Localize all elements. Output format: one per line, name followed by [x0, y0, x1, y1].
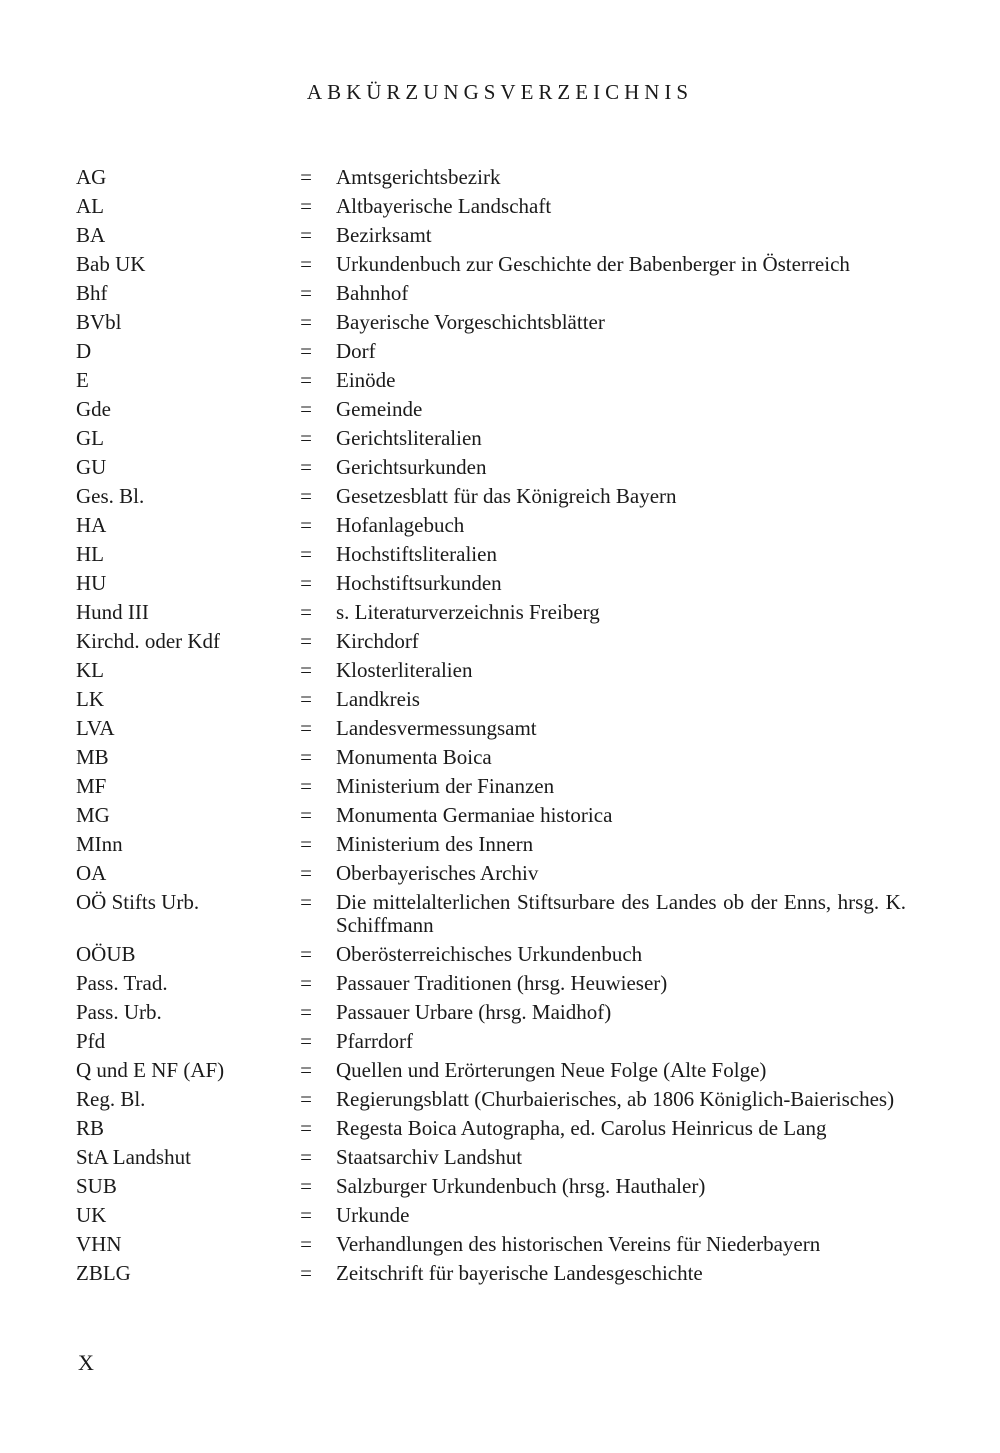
- abbreviation-entry: [76, 969, 906, 998]
- abbreviation: AL: [76, 194, 104, 218]
- equals-sign: =: [300, 1000, 312, 1024]
- equals-sign: =: [300, 1232, 312, 1256]
- abbreviation: AG: [76, 165, 107, 189]
- equals-sign: =: [300, 571, 312, 595]
- equals-sign: =: [300, 484, 312, 508]
- abbreviation: Hund III: [76, 600, 149, 624]
- equals-sign: =: [300, 397, 312, 421]
- page-number: X: [78, 1350, 94, 1375]
- abbreviation-list: [76, 163, 906, 1288]
- abbreviation-entry: [76, 772, 906, 801]
- abbreviation-meaning: Gesetzesblatt für das Königreich Bayern: [336, 484, 677, 508]
- abbreviation-entry: [76, 221, 906, 250]
- equals-sign: =: [300, 194, 312, 218]
- abbreviation-entry: [76, 250, 906, 279]
- equals-sign: =: [300, 687, 312, 711]
- equals-sign: =: [300, 774, 312, 798]
- abbreviation-meaning: Passauer Traditionen (hrsg. Heuwieser): [336, 971, 668, 995]
- equals-sign: =: [300, 1116, 312, 1140]
- abbreviation-entry: [76, 714, 906, 743]
- abbreviation-entry: [76, 1085, 906, 1114]
- abbreviation-entry: [76, 279, 906, 308]
- abbreviation-entry: [76, 540, 906, 569]
- abbreviation-entry: [76, 859, 906, 888]
- abbreviation: Bhf: [76, 281, 108, 305]
- equals-sign: =: [300, 658, 312, 682]
- abbreviation: Q und E NF (AF): [76, 1058, 225, 1082]
- abbreviation-meaning: Klosterliteralien: [336, 658, 473, 682]
- abbreviation-meaning: Verhandlungen des historischen Vereins für Niederbayern: [336, 1232, 821, 1256]
- equals-sign: =: [300, 1029, 312, 1053]
- equals-sign: =: [300, 890, 312, 914]
- abbreviation-meaning: Landesvermessungsamt: [336, 716, 537, 740]
- abbreviation-meaning: Regierungsblatt (Churbaierisches, ab 1806 Königlich-Baierisches): [336, 1087, 895, 1111]
- abbreviation: GL: [76, 426, 104, 450]
- abbreviation-meaning: Dorf: [336, 339, 376, 363]
- abbreviation: LK: [76, 687, 104, 711]
- equals-sign: =: [300, 1058, 312, 1082]
- abbreviation-entry: [76, 511, 906, 540]
- equals-sign: =: [300, 832, 312, 856]
- abbreviation-entry: [76, 366, 906, 395]
- abbreviation-meaning: Oberösterreichisches Urkundenbuch: [336, 942, 643, 966]
- abbreviation-entry: [76, 424, 906, 453]
- abbreviation: Pfd: [76, 1029, 106, 1053]
- abbreviation-entry: [76, 1143, 906, 1172]
- abbreviation: HL: [76, 542, 104, 566]
- abbreviation-entry: [76, 685, 906, 714]
- equals-sign: =: [300, 542, 312, 566]
- abbreviation-meaning: Hochstiftsurkunden: [336, 571, 502, 595]
- abbreviation-entry: [76, 888, 906, 940]
- abbreviation-meaning: Zeitschrift für bayerische Landesgeschichte: [336, 1261, 703, 1285]
- abbreviation-meaning: Einöde: [336, 368, 396, 392]
- abbreviation: BVbl: [76, 310, 122, 334]
- equals-sign: =: [300, 1145, 312, 1169]
- abbreviation: KL: [76, 658, 104, 682]
- abbreviation: E: [76, 368, 89, 392]
- abbreviation-entry: [76, 1056, 906, 1085]
- equals-sign: =: [300, 455, 312, 479]
- equals-sign: =: [300, 223, 312, 247]
- abbreviation-entry: [76, 598, 906, 627]
- abbreviation-meaning: Altbayerische Landschaft: [336, 194, 552, 218]
- abbreviation: MG: [76, 803, 110, 827]
- abbreviation-meaning: Gemeinde: [336, 397, 423, 421]
- abbreviation: Bab UK: [76, 252, 146, 276]
- equals-sign: =: [300, 716, 312, 740]
- abbreviation: ZBLG: [76, 1261, 131, 1285]
- abbreviation: SUB: [76, 1174, 117, 1198]
- abbreviation: VHN: [76, 1232, 122, 1256]
- abbreviation-entry: [76, 192, 906, 221]
- equals-sign: =: [300, 803, 312, 827]
- abbreviation-meaning: Pfarrdorf: [336, 1029, 413, 1053]
- abbreviation: D: [76, 339, 92, 363]
- abbreviation-meaning: Bezirksamt: [336, 223, 432, 247]
- abbreviation: Kirchd. oder Kdf: [76, 629, 221, 653]
- abbreviation-entry: [76, 1259, 906, 1288]
- equals-sign: =: [300, 1087, 312, 1111]
- abbreviation-meaning: Bahnhof: [336, 281, 409, 305]
- equals-sign: =: [300, 971, 312, 995]
- equals-sign: =: [300, 942, 312, 966]
- abbreviation: Pass. Trad.: [76, 971, 168, 995]
- abbreviation-meaning: Oberbayerisches Archiv: [336, 861, 539, 885]
- abbreviation-meaning: Ministerium der Finanzen: [336, 774, 555, 798]
- equals-sign: =: [300, 165, 312, 189]
- abbreviation: UK: [76, 1203, 107, 1227]
- abbreviation-meaning: Urkundenbuch zur Geschichte der Babenberger in Österreich: [336, 252, 850, 276]
- abbreviation: MInn: [76, 832, 123, 856]
- abbreviation-entry: [76, 656, 906, 685]
- abbreviation-meaning: Salzburger Urkundenbuch (hrsg. Hauthaler): [336, 1174, 706, 1198]
- abbreviation-entry: [76, 569, 906, 598]
- abbreviation-meaning: Gerichtsurkunden: [336, 455, 487, 479]
- abbreviation: StA Landshut: [76, 1145, 191, 1169]
- equals-sign: =: [300, 600, 312, 624]
- equals-sign: =: [300, 745, 312, 769]
- page-title: ABKÜRZUNGSVERZEICHNIS: [306, 80, 694, 104]
- abbreviation: BA: [76, 223, 106, 247]
- abbreviation-entry: [76, 163, 906, 192]
- abbreviation: HA: [76, 513, 107, 537]
- equals-sign: =: [300, 513, 312, 537]
- abbreviation-entry: [76, 482, 906, 511]
- abbreviation-meaning: Die mittelalterlichen Stiftsurbare des Landes ob der Enns, hrsg. K. Schiffmann: [336, 890, 906, 937]
- equals-sign: =: [300, 861, 312, 885]
- abbreviation: MF: [76, 774, 107, 798]
- equals-sign: =: [300, 368, 312, 392]
- abbreviation: RB: [76, 1116, 105, 1140]
- abbreviation: OÖ Stifts Urb.: [76, 890, 200, 914]
- abbreviation: LVA: [76, 716, 115, 740]
- abbreviation: Reg. Bl.: [76, 1087, 146, 1111]
- abbreviation: Gde: [76, 397, 111, 421]
- equals-sign: =: [300, 252, 312, 276]
- abbreviation-meaning: Kirchdorf: [336, 629, 419, 653]
- equals-sign: =: [300, 339, 312, 363]
- abbreviation: OA: [76, 861, 107, 885]
- abbreviation-entry: [76, 1027, 906, 1056]
- abbreviation-meaning: Monumenta Boica: [336, 745, 492, 769]
- abbreviation: GU: [76, 455, 107, 479]
- abbreviation-entry: [76, 453, 906, 482]
- equals-sign: =: [300, 1261, 312, 1285]
- abbreviation-meaning: Passauer Urbare (hrsg. Maidhof): [336, 1000, 612, 1024]
- abbreviation-entry: [76, 308, 906, 337]
- abbreviation-meaning: Hofanlagebuch: [336, 513, 465, 537]
- abbreviation-entry: [76, 998, 906, 1027]
- abbreviation-entry: [76, 627, 906, 656]
- abbreviation-entry: [76, 1230, 906, 1259]
- abbreviation: HU: [76, 571, 107, 595]
- abbreviation-meaning: Gerichtsliteralien: [336, 426, 482, 450]
- abbreviation-entry: [76, 940, 906, 969]
- equals-sign: =: [300, 281, 312, 305]
- abbreviation-entry: [76, 1201, 906, 1230]
- abbreviation: OÖUB: [76, 942, 136, 966]
- abbreviation-entry: [76, 801, 906, 830]
- abbreviation-meaning: Ministerium des Innern: [336, 832, 534, 856]
- abbreviation: Pass. Urb.: [76, 1000, 162, 1024]
- abbreviation-entry: [76, 337, 906, 366]
- abbreviation-entry: [76, 830, 906, 859]
- abbreviation-meaning: Staatsarchiv Landshut: [336, 1145, 523, 1169]
- abbreviation-meaning: Landkreis: [336, 687, 420, 711]
- equals-sign: =: [300, 1174, 312, 1198]
- abbreviation-meaning: Urkunde: [336, 1203, 410, 1227]
- abbreviation-meaning: Bayerische Vorgeschichtsblätter: [336, 310, 605, 334]
- abbreviation-meaning: Quellen und Erörterungen Neue Folge (Alte Folge): [336, 1058, 767, 1082]
- abbreviation-entry: [76, 395, 906, 424]
- abbreviation-meaning: Monumenta Germaniae historica: [336, 803, 613, 827]
- equals-sign: =: [300, 629, 312, 653]
- abbreviation: MB: [76, 745, 109, 769]
- abbreviation-meaning: Amtsgerichtsbezirk: [336, 165, 501, 189]
- equals-sign: =: [300, 1203, 312, 1227]
- abbreviation-entry: [76, 1114, 906, 1143]
- equals-sign: =: [300, 310, 312, 334]
- equals-sign: =: [300, 426, 312, 450]
- abbreviation: Ges. Bl.: [76, 484, 145, 508]
- abbreviation-meaning: s. Literaturverzeichnis Freiberg: [336, 600, 600, 624]
- abbreviation-entry: [76, 1172, 906, 1201]
- abbreviation-entry: [76, 743, 906, 772]
- abbreviation-meaning: Regesta Boica Autographa, ed. Carolus Heinricus de Lang: [336, 1116, 827, 1140]
- abbreviation-meaning: Hochstiftsliteralien: [336, 542, 497, 566]
